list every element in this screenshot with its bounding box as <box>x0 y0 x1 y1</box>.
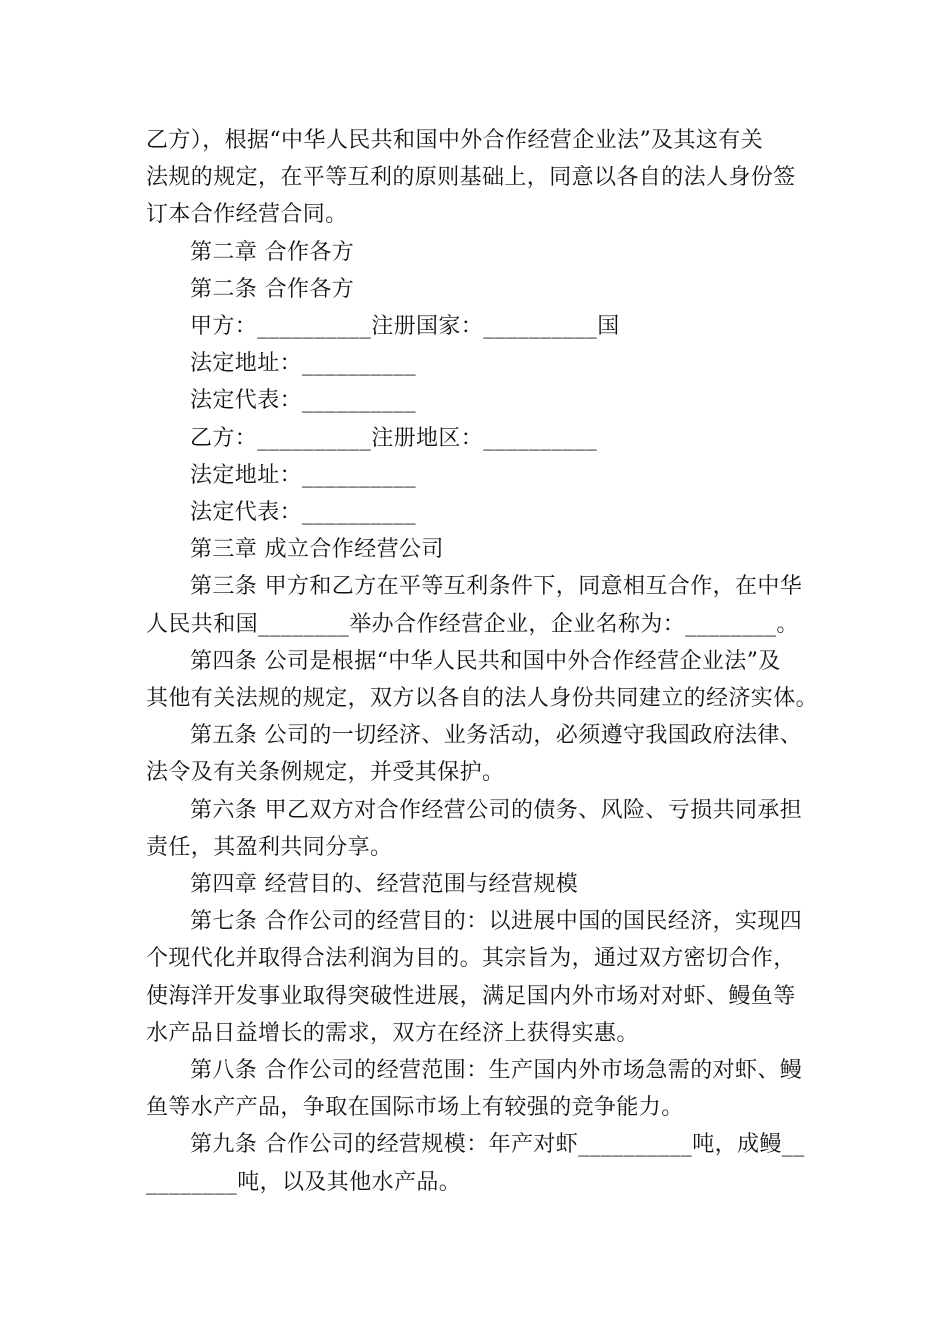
article-heading: 第二条 合作各方 <box>190 276 355 302</box>
article-6-line: 责任，其盈利共同分享。 <box>146 834 393 860</box>
text-line: 乙方），根据“中华人民共和国中外合作经营企业法”及其这有关 <box>146 128 764 153</box>
article-9-line: ________吨，以及其他水产品。 <box>146 1169 462 1195</box>
article-9-line: 第九条 合作公司的经营规模：年产对虾__________吨，成鳗__ <box>190 1132 805 1158</box>
text-line: 法规的规定，在平等互利的原则基础上，同意以各自的法人身份签 <box>146 165 796 191</box>
article-7-line: 水产品日益增长的需求，双方在经济上获得实惠。 <box>146 1020 639 1046</box>
article-3-line: 第三条 甲方和乙方在平等互利条件下，同意相互合作，在中华 <box>190 574 803 600</box>
party-a-address: 法定地址：__________ <box>190 351 417 377</box>
article-5-line: 第五条 公司的一切经济、业务活动，必须遵守我国政府法律、 <box>190 723 803 749</box>
party-b-representative: 法定代表：__________ <box>190 500 417 526</box>
party-a-representative: 法定代表：__________ <box>190 388 417 414</box>
party-b-registration: 乙方：__________注册地区：__________ <box>190 425 598 451</box>
article-3-line: 人民共和国________举办合作经营企业，企业名称为：________。 <box>146 611 799 637</box>
party-a-registration: 甲方：__________注册国家：__________国 <box>190 314 620 340</box>
chapter-heading: 第二章 合作各方 <box>190 239 355 265</box>
chapter-heading: 第三章 成立合作经营公司 <box>190 537 444 563</box>
article-5-line: 法令及有关条例规定，并受其保护。 <box>146 760 505 786</box>
chapter-heading: 第四章 经营目的、经营范围与经营规模 <box>190 872 579 898</box>
article-4-line: 其他有关法规的规定，双方以各自的法人身份共同建立的经济实体。 <box>146 686 819 712</box>
article-7-line: 使海洋开发事业取得突破性进展，满足国内外市场对对虾、鳗鱼等 <box>146 983 796 1009</box>
article-7-line: 第七条 合作公司的经营目的：以进展中国的国民经济，实现四 <box>190 909 803 935</box>
article-7-line: 个现代化并取得合法利润为目的。其宗旨为，通过双方密切合作， <box>146 946 796 972</box>
contract-text <box>146 122 819 1201</box>
party-b-address: 法定地址：__________ <box>190 462 417 488</box>
text-line: 订本合作经营合同。 <box>146 202 348 228</box>
article-4-line: 第四条 公司是根据“中华人民共和国中外合作经营企业法”及 <box>190 648 781 674</box>
article-8-line: 第八条 合作公司的经营范围：生产国内外市场急需的对虾、鳗 <box>190 1058 803 1084</box>
article-6-line: 第六条 甲乙双方对合作经营公司的债务、风险、亏损共同承担 <box>190 797 803 823</box>
article-8-line: 鱼等水产产品，争取在国际市场上有较强的竞争能力。 <box>146 1095 684 1121</box>
